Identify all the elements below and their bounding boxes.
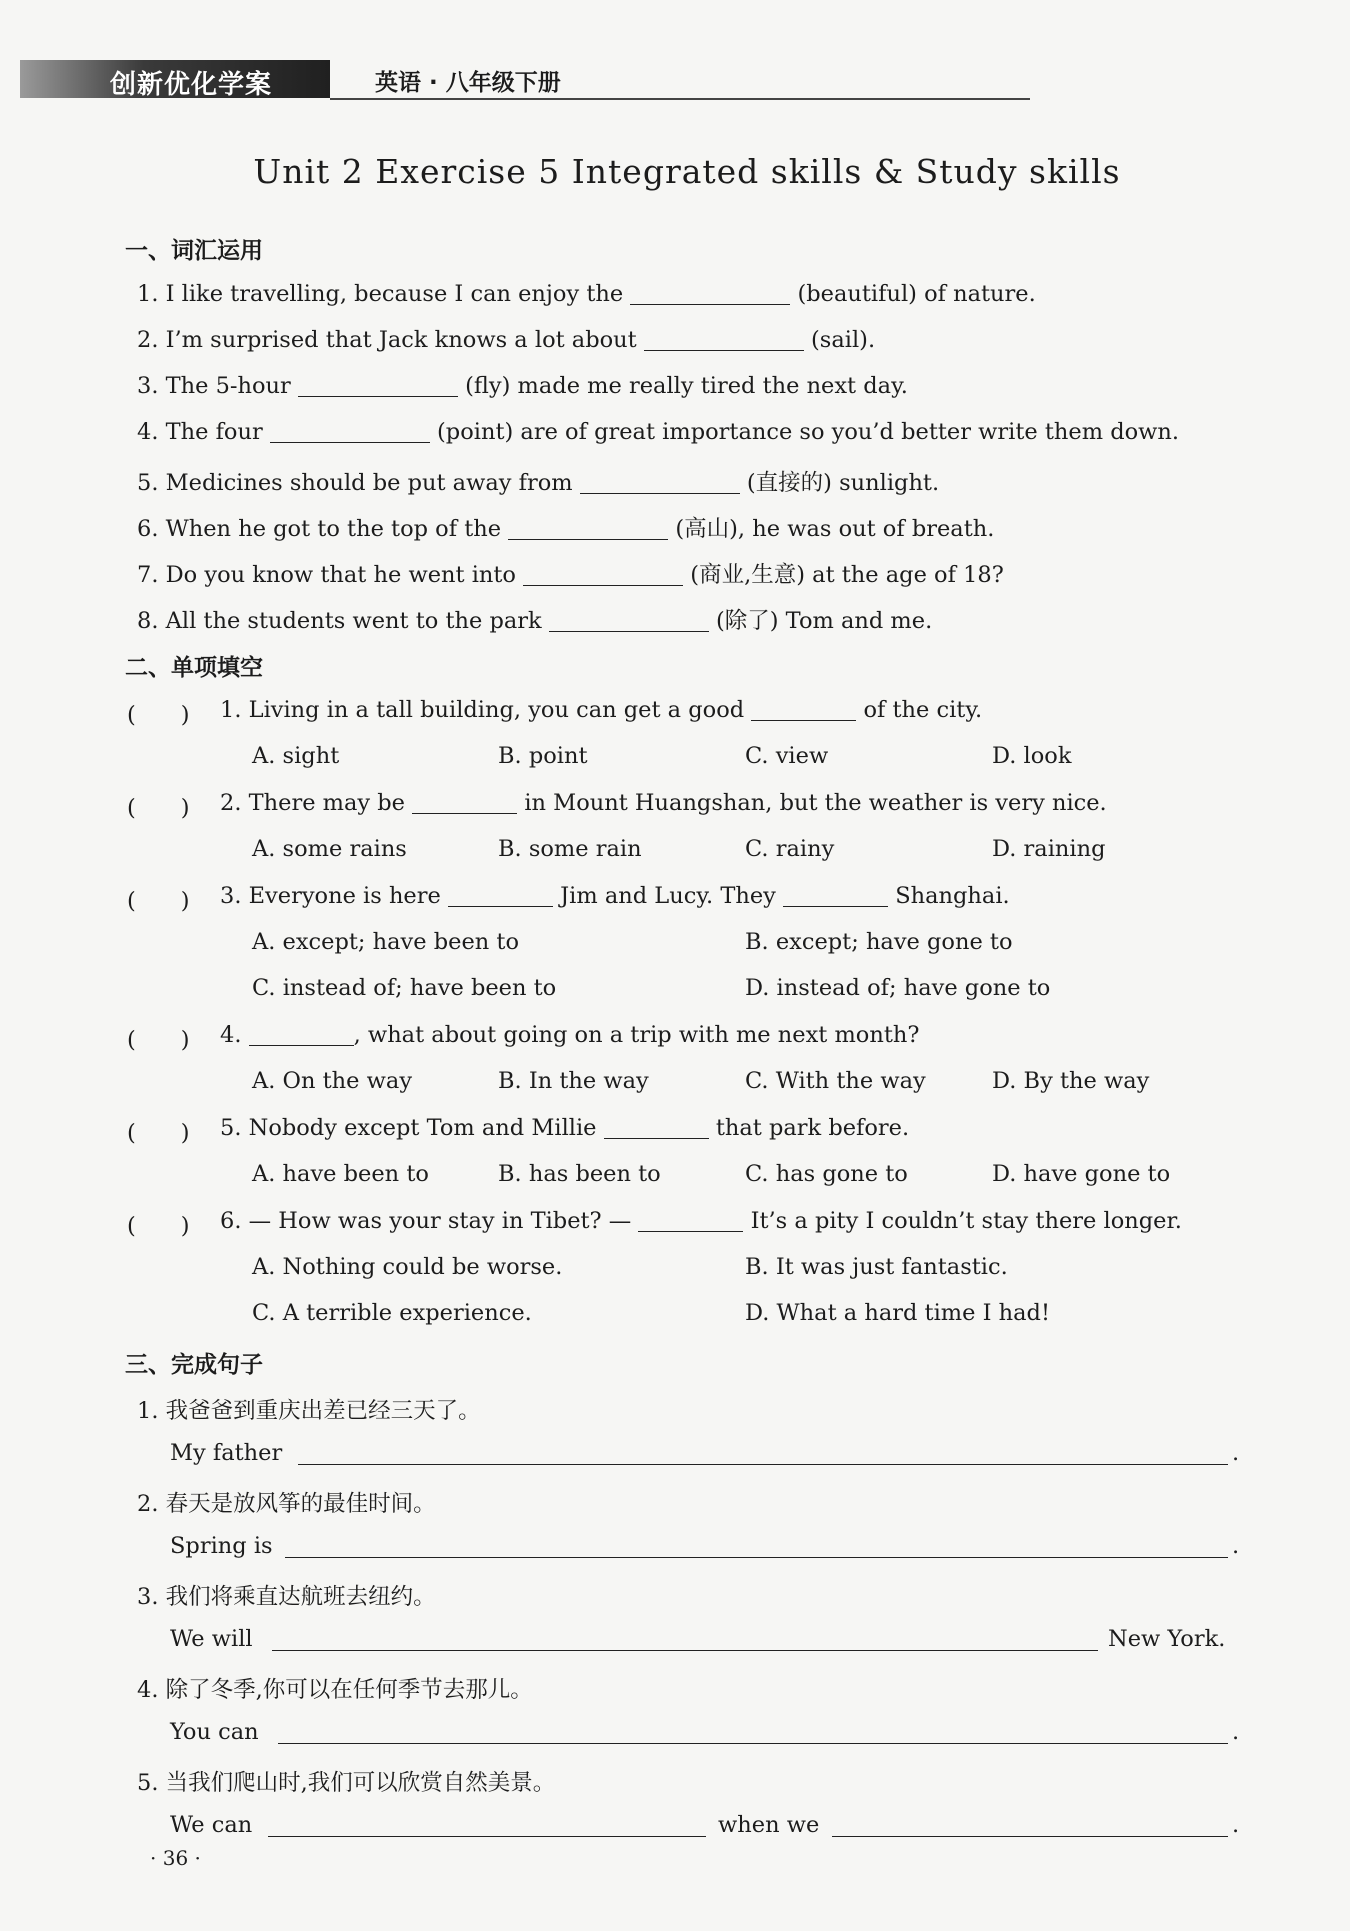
vocab-item: 3. The 5-hour (fly) made me really tired the next day. <box>137 373 908 399</box>
sentence-start: My father <box>170 1440 283 1466</box>
option-b[interactable]: B. has been to <box>498 1161 661 1187</box>
option-b[interactable]: B. It was just fantastic. <box>745 1254 1008 1280</box>
sentence-end: . <box>1232 1812 1240 1838</box>
answer-blank[interactable] <box>508 517 668 540</box>
sentence-end: . <box>1232 1719 1240 1745</box>
section-heading-complete-sentences: 三、完成句子 <box>125 1352 263 1378</box>
answer-bracket[interactable]: ( ) <box>127 888 190 914</box>
question-stem: 4. , what about going on a trip with me next month? <box>220 1022 920 1048</box>
sentence-end: New York. <box>1108 1626 1226 1652</box>
answer-blank <box>448 884 553 907</box>
option-c[interactable]: C. With the way <box>745 1068 926 1094</box>
answer-blank[interactable] <box>549 609 709 632</box>
answer-blank <box>604 1116 709 1139</box>
vocab-item: 2. I’m surprised that Jack knows a lot about (sail). <box>137 327 876 353</box>
answer-bracket[interactable]: ( ) <box>127 1027 190 1053</box>
answer-blank <box>638 1209 743 1232</box>
chinese-prompt: 5. 当我们爬山时,我们可以欣赏自然美景。 <box>137 1770 556 1796</box>
option-a[interactable]: A. Nothing could be worse. <box>252 1254 563 1280</box>
sentence-start: Spring is <box>170 1533 273 1559</box>
answer-line[interactable] <box>285 1557 1228 1558</box>
answer-line[interactable] <box>278 1743 1228 1744</box>
exercise-title: Unit 2 Exercise 5 Integrated skills & Study skills <box>253 152 1121 191</box>
sentence-end: . <box>1232 1440 1240 1466</box>
question-stem: 5. Nobody except Tom and Millie that park before. <box>220 1115 910 1141</box>
option-a[interactable]: A. some rains <box>252 836 407 862</box>
option-a[interactable]: A. have been to <box>252 1161 429 1187</box>
vocab-item: 6. When he got to the top of the (高山), he was out of breath. <box>137 516 995 542</box>
option-c[interactable]: C. rainy <box>745 836 835 862</box>
option-c[interactable]: C. instead of; have been to <box>252 975 557 1001</box>
option-b[interactable]: B. some rain <box>498 836 642 862</box>
sentence-mid: when we <box>718 1812 820 1838</box>
answer-blank <box>412 791 517 814</box>
option-d[interactable]: D. By the way <box>992 1068 1150 1094</box>
option-b[interactable]: B. In the way <box>498 1068 649 1094</box>
answer-bracket[interactable]: ( ) <box>127 1120 190 1146</box>
answer-blank[interactable] <box>644 328 804 351</box>
answer-blank <box>249 1023 354 1046</box>
answer-bracket[interactable]: ( ) <box>127 795 190 821</box>
option-d[interactable]: D. raining <box>992 836 1106 862</box>
sentence-start: We will <box>170 1626 253 1652</box>
question-stem: 1. Living in a tall building, you can get a good of the city. <box>220 697 983 723</box>
answer-blank[interactable] <box>270 420 430 443</box>
answer-blank[interactable] <box>580 471 740 494</box>
sentence-start: We can <box>170 1812 253 1838</box>
option-c[interactable]: C. has gone to <box>745 1161 908 1187</box>
answer-bracket[interactable]: ( ) <box>127 1213 190 1239</box>
vocab-item: 5. Medicines should be put away from (直接的) sunlight. <box>137 470 940 496</box>
question-stem: 3. Everyone is here Jim and Lucy. They Shanghai. <box>220 883 1010 909</box>
chinese-prompt: 1. 我爸爸到重庆出差已经三天了。 <box>137 1398 481 1424</box>
answer-blank[interactable] <box>630 282 790 305</box>
chinese-prompt: 3. 我们将乘直达航班去纽约。 <box>137 1584 436 1610</box>
option-a[interactable]: A. sight <box>252 743 340 769</box>
option-b[interactable]: B. except; have gone to <box>745 929 1013 955</box>
question-stem: 6. — How was your stay in Tibet? — It’s a pity I couldn’t stay there longer. <box>220 1208 1182 1234</box>
book-title: 英语 · 八年级下册 <box>375 70 561 96</box>
answer-bracket[interactable]: ( ) <box>127 702 190 728</box>
chinese-prompt: 4. 除了冬季,你可以在任何季节去那儿。 <box>137 1677 533 1703</box>
vocab-item: 4. The four (point) are of great importance so you’d better write them down. <box>137 419 1180 445</box>
option-c[interactable]: C. view <box>745 743 829 769</box>
option-d[interactable]: D. instead of; have gone to <box>745 975 1051 1001</box>
sentence-start: You can <box>170 1719 259 1745</box>
option-b[interactable]: B. point <box>498 743 588 769</box>
answer-line[interactable] <box>272 1650 1098 1651</box>
section-heading-multiple-choice: 二、单项填空 <box>125 655 263 681</box>
answer-blank[interactable] <box>298 374 458 397</box>
vocab-item: 7. Do you know that he went into (商业,生意) at the age of 18? <box>137 562 1004 588</box>
answer-blank <box>751 698 856 721</box>
option-a[interactable]: A. On the way <box>252 1068 413 1094</box>
answer-line[interactable] <box>268 1836 706 1837</box>
sentence-end: . <box>1232 1533 1240 1559</box>
answer-blank <box>783 884 888 907</box>
vocab-item: 8. All the students went to the park (除了) Tom and me. <box>137 608 933 634</box>
brand-badge <box>20 60 330 98</box>
page-number: · 36 · <box>150 1846 201 1870</box>
chinese-prompt: 2. 春天是放风筝的最佳时间。 <box>137 1491 436 1517</box>
answer-line[interactable] <box>832 1836 1228 1837</box>
header-divider <box>330 98 1030 100</box>
option-d[interactable]: D. look <box>992 743 1072 769</box>
answer-line[interactable] <box>298 1464 1228 1465</box>
section-heading-vocabulary: 一、词汇运用 <box>125 238 263 264</box>
option-d[interactable]: D. have gone to <box>992 1161 1171 1187</box>
option-a[interactable]: A. except; have been to <box>252 929 520 955</box>
brand-text: 创新优化学案 <box>110 70 273 100</box>
question-stem: 2. There may be in Mount Huangshan, but the weather is very nice. <box>220 790 1107 816</box>
answer-blank[interactable] <box>523 563 683 586</box>
vocab-item: 1. I like travelling, because I can enjoy the (beautiful) of nature. <box>137 281 1036 307</box>
page-header <box>0 60 1350 104</box>
option-c[interactable]: C. A terrible experience. <box>252 1300 532 1326</box>
option-d[interactable]: D. What a hard time I had! <box>745 1300 1050 1326</box>
